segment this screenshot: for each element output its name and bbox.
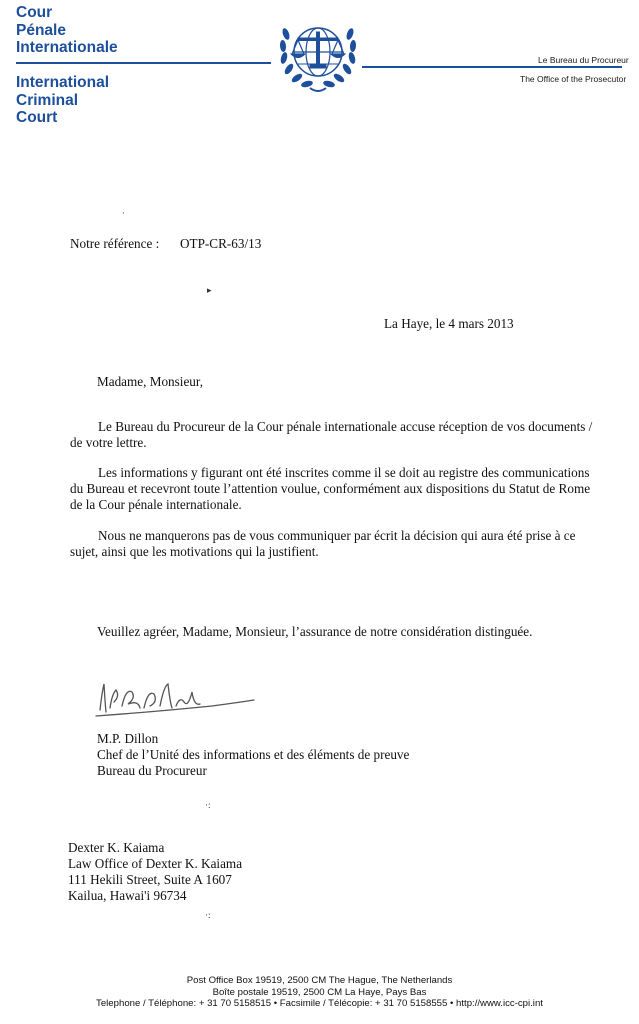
- body-paragraph: [70, 419, 630, 451]
- footer-address-fr: Boîte postale 19519, 2500 CM La Haye, Pays Bas: [212, 986, 427, 998]
- paragraph-line: Le Bureau du Procureur de la Cour pénale internationale accuse réception de vos documents /: [98, 419, 593, 434]
- signatory-title: Chef de l’Unité des informations et des éléments de preuve: [97, 747, 410, 762]
- scan-speck: ·:: [205, 800, 211, 810]
- scan-speck: ·:: [205, 910, 211, 920]
- recipient-line: Dexter K. Kaiama: [68, 840, 165, 855]
- org-name-line: International: [16, 74, 110, 91]
- paragraph-line: de la Cour pénale internationale.: [70, 497, 242, 512]
- header-rule-right: [362, 66, 622, 68]
- signatory-block: [97, 731, 409, 779]
- body-paragraph: [70, 528, 630, 560]
- reference-value: OTP-CR-63/13: [180, 236, 262, 251]
- recipient-line: Law Office of Dexter K. Kaiama: [68, 856, 243, 871]
- org-name-english: [16, 74, 109, 127]
- header-rule-left: [16, 62, 271, 64]
- recipient-line: 111 Hekili Street, Suite A 1607: [68, 872, 232, 887]
- scales-of-justice-icon: [272, 14, 364, 96]
- org-name-french: [16, 4, 118, 57]
- paragraph-line: Nous ne manquerons pas de vous communiquer par écrit la décision qui aura été prise à ce: [98, 528, 576, 543]
- scan-speck: ▸: [207, 285, 212, 295]
- org-name-line: Court: [16, 109, 58, 126]
- office-name-english: The Office of the Prosecutor: [520, 74, 627, 84]
- reference-label: Notre référence :: [70, 236, 160, 251]
- footer-address-en: Post Office Box 19519, 2500 CM The Hague, The Netherlands: [186, 975, 453, 986]
- signatory-name: M.P. Dillon: [97, 731, 159, 746]
- office-name-french: Le Bureau du Procureur: [538, 55, 629, 65]
- paragraph-line: du Bureau et recevront toute l’attention voulue, conformément aux dispositions du Statut de Rome: [70, 481, 591, 496]
- org-name-line: Internationale: [16, 39, 118, 56]
- footer-contact: [0, 975, 639, 1010]
- footer-phone-fax-web: Telephone / Téléphone: + 31 70 5158515 • Facsimile / Télécopie: + 31 70 5158555 • http://www.icc-cpi.int: [96, 998, 543, 1009]
- org-name-line: Criminal: [16, 91, 79, 109]
- salutation: Madame, Monsieur,: [97, 374, 204, 389]
- org-name-line: Pénale: [16, 21, 66, 39]
- paragraph-line: Les informations y figurant ont été inscrites comme il se doit au registre des communications: [98, 465, 590, 480]
- scan-speck: ·: [122, 208, 125, 218]
- closing-formula: Veuillez agréer, Madame, Monsieur, l’assurance de notre considération distinguée.: [97, 624, 533, 639]
- place-date: La Haye, le 4 mars 2013: [384, 316, 514, 331]
- recipient-address: [68, 840, 242, 904]
- org-name-line: Cour: [16, 4, 53, 21]
- body-paragraph: [70, 465, 630, 513]
- signatory-office: Bureau du Procureur: [97, 763, 207, 778]
- handwritten-signature: [92, 672, 262, 724]
- paragraph-line: de votre lettre.: [70, 435, 147, 450]
- paragraph-line: sujet, ainsi que les motivations qui la justifient.: [70, 544, 319, 559]
- recipient-line: Kailua, Hawai'i 96734: [68, 888, 187, 903]
